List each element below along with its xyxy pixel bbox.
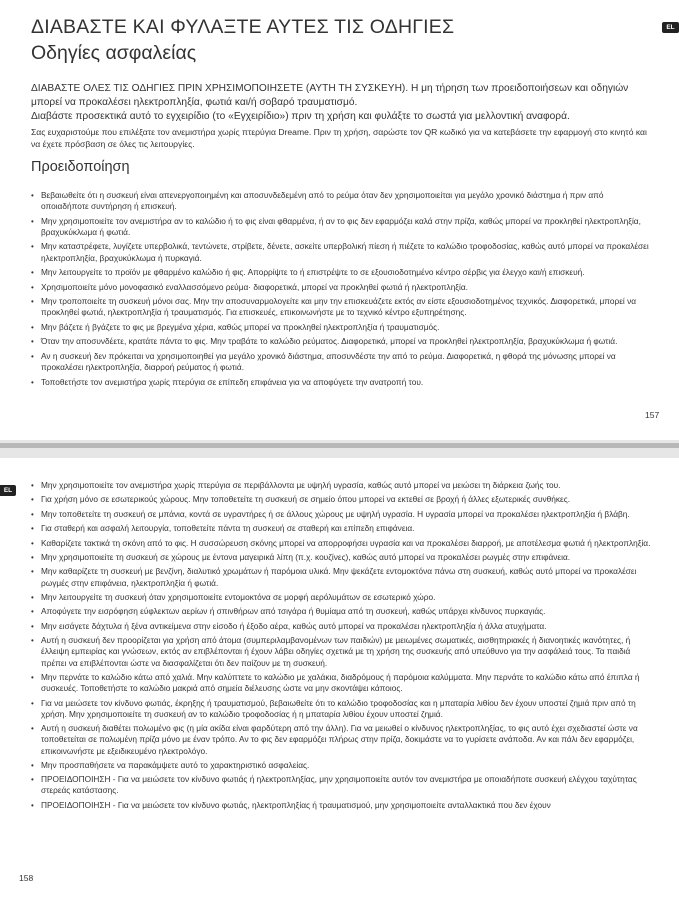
list-item: • Μην χρησιμοποιείτε τον ανεμιστήρα αν το καλώδιο ή το φις είναι φθαρμένα, ή αν το φις δεν εφαρμόζει καλά στην πρίζα, καθώς μπορεί να προκληθεί ηλεκτροπληξία, βραχυκύκλωμα ή φωτιά. [31,216,653,238]
list-item: • Μην προσπαθήσετε να παρακάμψετε αυτό το χαρακτηριστικό ασφαλείας. [31,760,653,771]
list-item: • Καθαρίζετε τακτικά τη σκόνη από το φις. Η συσσώρευση σκόνης μπορεί να απορροφήσει υγρασία και να προκαλέσει διαρροή, με αποτέλεσμα φωτιά ή ηλεκτροπληξία. [31,538,653,549]
manual-page-157 [0,0,679,440]
list-item: • Για σταθερή και ασφαλή λειτουργία, τοποθετείτε πάντα τη συσκευή σε σταθερή και επίπεδη επιφάνεια. [31,523,653,534]
manual-page-158 [0,458,679,903]
list-item: • Μην καθαρίζετε τη συσκευή με βενζίνη, διαλυτικό χρωμάτων ή παρόμοια υλικά. Μην ψεκάζετε εντομοκτόνα πάνω στη συσκευή, καθώς αυτό μπορεί να προκαλέσει ρωγμές στην επιφάνεια, ηλεκτροπληξία ή φωτιά. [31,566,653,588]
list-item: • Αυτή η συσκευή διαθέτει πολωμένο φις (η μία ακίδα είναι φαρδύτερη από την άλλη). Για να μειωθεί ο κίνδυνος ηλεκτροπληξίας, το φις αυτό έχει σχεδιαστεί ώστε να τοποθετείται σε πολωμένη πρίζα μόνο με έναν τρόπο. Αν το φις δεν εφαρμόζει πλήρως στην πρίζα, δοκιμάστε να το γυρίσετε ανάποδα. Αν και πάλι δεν εφαρμόζει, επικοινωνήστε με εξειδικευμένο ηλεκτρολόγο. [31,723,653,757]
list-item: • Για να μειώσετε τον κίνδυνο φωτιάς, έκρηξης ή τραυματισμού, βεβαιωθείτε ότι το καλώδιο τροφοδοσίας και η μπαταρία λιθίου δεν έχουν υποστεί ζημιά πριν από τη χρήση. Μην χρησιμοποιείτε τη συσκευή αν το καλώδιο τροφοδοσίας ή η μπαταρία λιθίου έχουν υποστεί ζημιά. [31,698,653,720]
list-item: • Μην εισάγετε δάχτυλα ή ξένα αντικείμενα στην είσοδο ή έξοδο αέρα, καθώς αυτό μπορεί να προκαλέσει ηλεκτροπληξία ή άλλα ατυχήματα. [31,621,653,632]
list-item: • Όταν την αποσυνδέετε, κρατάτε πάντα το φις. Μην τραβάτε το καλώδιο ρεύματος. Διαφορετικά, μπορεί να προκληθεί ηλεκτροπληξία, βραχυκύκλωμα ή φωτιά. [31,336,653,347]
list-item: • Για χρήση μόνο σε εσωτερικούς χώρους. Μην τοποθετείτε τη συσκευή σε σημείο όπου μπορεί να εκτεθεί σε βροχή ή άλλες εξωτερικές συνθήκες. [31,494,653,505]
page-subtitle: Οδηγίες ασφαλείας [31,42,197,64]
list-item: • Τοποθετήστε τον ανεμιστήρα χωρίς πτερύγια σε επίπεδη επιφάνεια για να αποφύγετε την ανατροπή του. [31,377,653,388]
section-heading-warning: Προειδοποίηση [31,159,130,175]
language-tab: EL [0,485,16,496]
page-number: 158 [19,873,34,883]
language-tab: EL [662,22,679,33]
page-number: 157 [645,410,660,420]
list-item: • Μην λειτουργείτε το προϊόν με φθαρμένο καλώδιο ή φις. Απορρίψτε το ή επιστρέψτε το σε εξουσιοδοτημένο κέντρο σέρβις για έλεγχο και/ή επισκευή. [31,267,653,278]
list-item: • Μην καταστρέφετε, λυγίζετε υπερβολικά, τεντώνετε, στρίβετε, δένετε, ασκείτε υπερβολική πίεση ή πιέζετε το καλώδιο τροφοδοσίας, καθώς αυτό μπορεί να προκαλέσει ηλεκτροπληξία, βραχυκύκλωμα ή πυρκαγιά. [31,241,653,263]
intro-manual-text: Διαβάστε προσεκτικά αυτό το εγχειρίδιο (το «Εγχειρίδιο») πριν τη χρήση και φυλάξτε το σωστά για μελλοντική αναφορά. [31,111,570,122]
list-item: • Μην λειτουργείτε τη συσκευή όταν χρησιμοποιείτε εντομοκτόνα σε μορφή αερόλυμάτων σε εσωτερικό χώρο. [31,592,653,603]
list-item: • Βεβαιωθείτε ότι η συσκευή είναι απενεργοποιημένη και αποσυνδεδεμένη από το ρεύμα όταν δεν χρησιμοποιείται για μεγάλο χρονικό διάστημα ή πριν από οποιαδήποτε συντήρηση ή επισκευή. [31,190,653,212]
list-item: • Μην τροποποιείτε τη συσκευή μόνοι σας. Μην την αποσυναρμολογείτε και μην την επισκευάζετε εκτός αν είστε εξουσιοδοτημένος τεχνικός. Διαφορετικά, μπορεί να προκληθεί φωτιά, ηλεκτροπληξία ή τραυματισμός. Για επισκευές, επικοινωνήστε με το τεχνικό κέντρο εξυπηρέτησης. [31,296,653,318]
list-item: • Μην τοποθετείτε τη συσκευή σε μπάνια, κοντά σε υγραντήρες ή σε άλλους χώρους με υψηλή υγρασία. Η υγρασία μπορεί να προκαλέσει ηλεκτροπληξία ή βλάβη. [31,509,653,520]
list-item: • Αποφύγετε την εισρόφηση εύφλεκτων αερίων ή σπινθήρων από τσιγάρα ή θυμίαμα από τη συσκευή, καθώς υπάρχει κίνδυνος πυρκαγιάς. [31,606,653,617]
list-item: • Αν η συσκευή δεν πρόκειται να χρησιμοποιηθεί για μεγάλο χρονικό διάστημα, αποσυνδέστε την από το ρεύμα. Διαφορετικά, η φθορά της μόνωσης μπορεί να προκαλέσει ηλεκτροπληξία, διαρροή ρεύματος ή φωτιά. [31,351,653,373]
page-title: ΔΙΑΒΑΣΤΕ ΚΑΙ ΦΥΛΑΞΤΕ ΑΥΤΕΣ ΤΙΣ ΟΔΗΓΙΕΣ [31,16,455,38]
intro-warning-text: ΔΙΑΒΑΣΤΕ ΟΛΕΣ ΤΙΣ ΟΔΗΓΙΕΣ ΠΡΙΝ ΧΡΗΣΙΜΟΠΟΙΗΣΕΤΕ (ΑΥΤΗ ΤΗ ΣΥΣΚΕΥΗ). Η μη τήρηση των προειδοποιήσεων και οδηγιών μπορεί να προκαλέσει ηλεκτροπληξία, φωτιά και/ή σοβαρό τραυματισμό. [31,83,629,108]
list-item: • Μην χρησιμοποιείτε τον ανεμιστήρα χωρίς πτερύγια σε περιβάλλοντα με υψηλή υγρασία, καθώς αυτό μπορεί να μειώσει τη διάρκεια ζωής του. [31,480,653,491]
list-item: • ΠΡΟΕΙΔΟΠΟΙΗΣΗ - Για να μειώσετε τον κίνδυνο φωτιάς ή ηλεκτροπληξίας, μην χρησιμοποιείτε αυτόν τον ανεμιστήρα με οποιαδήποτε συσκευή ελέγχου ταχύτητας στερεάς κατάστασης. [31,774,653,796]
warning-list [31,190,653,391]
warning-list-continued [31,480,653,814]
page-separator [0,440,679,458]
list-item: • ΠΡΟΕΙΔΟΠΟΙΗΣΗ - Για να μειώσετε τον κίνδυνο φωτιάς, ηλεκτροπληξίας ή τραυματισμού, μην χρησιμοποιείτε ανταλλακτικά που δεν έχουν [31,800,653,811]
list-item: • Μην βάζετε ή βγάζετε το φις με βρεγμένα χέρια, καθώς μπορεί να προκληθεί ηλεκτροπληξία ή τραυματισμός. [31,322,653,333]
list-item: • Χρησιμοποιείτε μόνο μονοφασικό εναλλασσόμενο ρεύμα· διαφορετικά, μπορεί να προκληθεί φωτιά ή ηλεκτροπληξία. [31,282,653,293]
list-item: • Μην περνάτε το καλώδιο κάτω από χαλιά. Μην καλύπτετε το καλώδιο με χαλάκια, διαδρόμους ή παρόμοια καλύμματα. Μην περνάτε το καλώδιο κάτω από έπιπλα ή συσκευές. Τοποθετήστε το καλώδιο μακριά από σημεία διέλευσης ώστε να μην σκοντάψει κάποιος. [31,672,653,694]
intro-thanks-text: Σας ευχαριστούμε που επιλέξατε τον ανεμιστήρα χωρίς πτερύγια Dreame. Πριν τη χρήση, σαρώστε τον QR κωδικό για να κατεβάσετε την εφαρμογή στο κινητό και να έχετε πρόσβαση σε όλες τις λειτουργίες. [31,127,647,150]
list-item: • Αυτή η συσκευή δεν προορίζεται για χρήση από άτομα (συμπεριλαμβανομένων των παιδιών) με μειωμένες σωματικές, αισθητηριακές ή διανοητικές ικανότητες, ή έλλειψη εμπειρίας και γνώσεων, εκτός αν επιβλέπονται ή έχουν λάβει οδηγίες σχετικά με τη χρήση της συσκευής από υπεύθυνο για την ασφάλειά τους. Τα παιδιά πρέπει να επιβλέπονται ώστε να διασφαλίζεται ότι δεν παίζουν με τη συσκευή. [31,635,653,669]
list-item: • Μην χρησιμοποιείτε τη συσκευή σε χώρους με έντονα μαγειρικά λίπη (π.χ. κουζίνες), καθώς αυτό μπορεί να προκαλέσει ρωγμές στην επιφάνεια. [31,552,653,563]
